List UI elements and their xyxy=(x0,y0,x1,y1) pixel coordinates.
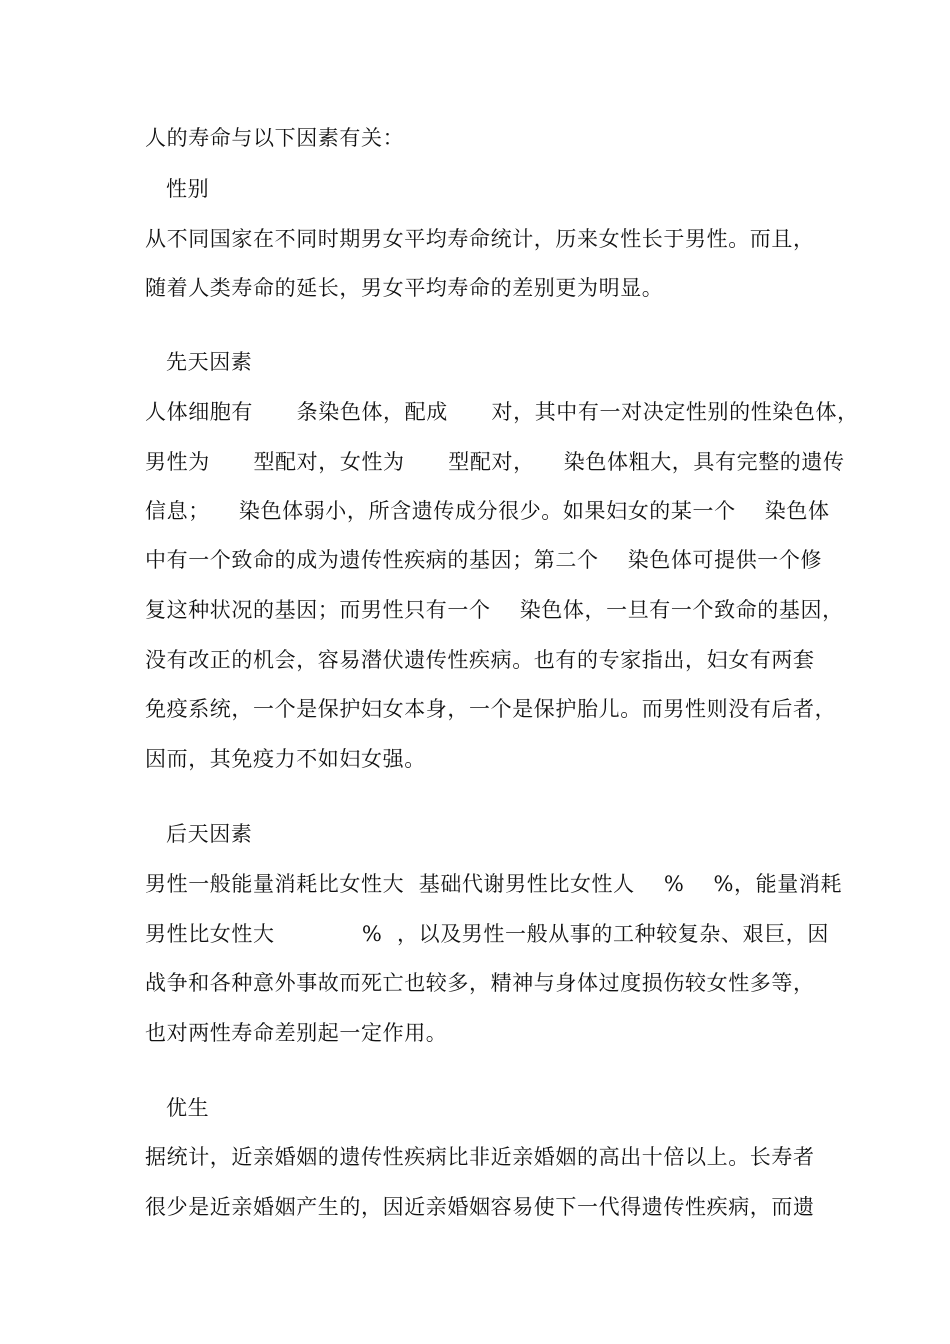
intro-line: 人的寿命与以下因素有关： xyxy=(145,126,405,150)
section-heading-congenital: 先天因素 xyxy=(166,350,253,374)
section-heading-eugenics: 优生 xyxy=(166,1096,210,1120)
paragraph-line: 男性一般能量消耗比女性大 基础代谢男性比女性人 % %，能量消耗 xyxy=(145,872,843,896)
paragraph-line: 也对两性寿命差别起一定作用。 xyxy=(145,1021,448,1045)
paragraph-line: 随着人类寿命的延长，男女平均寿命的差别更为明显。 xyxy=(145,276,664,300)
paragraph-line: 免疫系统，一个是保护妇女本身，一个是保护胎儿。而男性则没有后者， xyxy=(145,697,837,721)
paragraph-line: 男性为 型配对，女性为 型配对， 染色体粗大，具有完整的遗传 xyxy=(145,450,845,474)
paragraph-line: 据统计，近亲婚姻的遗传性疾病比非近亲婚姻的高出十倍以上。长寿者 xyxy=(145,1145,815,1169)
paragraph-line: 中有一个致命的成为遗传性疾病的基因；第二个 染色体可提供一个修 xyxy=(145,548,823,572)
section-heading-gender: 性别 xyxy=(166,177,210,201)
paragraph-line: 复这种状况的基因；而男性只有一个 染色体，一旦有一个致命的基因， xyxy=(145,598,844,622)
section-heading-acquired: 后天因素 xyxy=(166,822,253,846)
paragraph-line: 男性比女性大 % ，以及男性一般从事的工种较复杂、艰巨，因 xyxy=(145,922,830,946)
paragraph-line: 因而，其免疫力不如妇女强。 xyxy=(145,747,426,771)
paragraph-line: 很少是近亲婚姻产生的，因近亲婚姻容易使下一代得遗传性疾病，而遗 xyxy=(145,1195,815,1219)
paragraph-line: 没有改正的机会，容易潜伏遗传性疾病。也有的专家指出，妇女有两套 xyxy=(145,648,815,672)
paragraph-line: 从不同国家在不同时期男女平均寿命统计，历来女性长于男性。而且， xyxy=(145,227,815,251)
paragraph-line: 战争和各种意外事故而死亡也较多，精神与身体过度损伤较女性多等， xyxy=(145,971,815,995)
paragraph-line: 信息； 染色体弱小，所含遗传成分很少。如果妇女的某一个 染色体 xyxy=(145,499,830,523)
paragraph-line: 人体细胞有 条染色体，配成 对，其中有一对决定性别的性染色体， xyxy=(145,400,859,424)
